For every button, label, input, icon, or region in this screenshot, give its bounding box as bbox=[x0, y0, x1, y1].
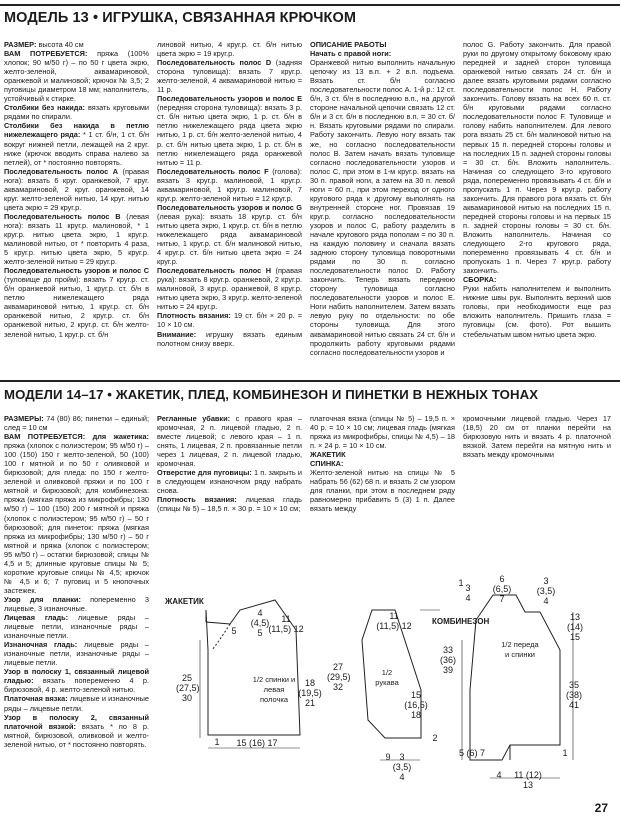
zhaket-bottom-left: 1 bbox=[214, 737, 220, 747]
sleeve-bottom: 9 bbox=[385, 752, 391, 762]
header-models-14-17 bbox=[0, 380, 620, 406]
paragraph-text: вязать попеременно 4 р. бирюзовой, 4 р. желто-зеленой нитью. bbox=[4, 676, 149, 695]
paragraph-text: пряжа (100% хлопок; 90 м/50 г) – по 50 г цвета экрю, желто-зеленой, аквамариновой, оранжевой и малиновой; крючок № 3,5; 2 пуговицы диаметром 18 мм; наполнитель, устойчивый к стирке. bbox=[4, 49, 150, 104]
komb-panel-label: 1/2 переда и спинки bbox=[501, 640, 539, 659]
komb-bottom-4: 4 bbox=[496, 770, 502, 780]
bottom-column-1 bbox=[4, 414, 149, 749]
paragraph-text: Оранжевой нитью выполнить начальную цепочку из 13 в.п. + 2 в.п. подъема. Вязать ст. б/н согласно последовательности полос А. 1-й р.: 12 ст. б/н, 3 ст. б/н в последнюю в.п., на другой стороне начальной цепочки связать 12 ст. б/н и 3 ст. б/н в последнюю в.п. = 30 ст. б/н. Вязать круговыми рядами по спирали. Работу закончить. Левую ногу вязать так же, но согласно последовательности полос В. Затем начать вязать туловище согласно последовательности узоров и полос С, при этом в 1-м круг.р. вязать на 30 п. правой ноги, а затем на 30 п. левой ноги = 60 п., при этом переход от одного кругового ряда к другому выполнять на внутренней стороне ног. Провязав 19 круг.р. согласно последовательности узоров и полос С, работу разделить в начале кругового ряда пополам = по 30 п. на каждую половину и сначала вязать заднюю сторону туловища поворотными рядами по 30 п. согласно последовательности полос D. Работу закончить. Теперь вязать переднюю сторону туловища согласно последовательности узоров и полос Е. Ноги набить наполнителем. Затем вязать левую руку по отдельности: по обе стороны туловища. Для этого аквамариновой нитью связать 24 ст. б/н и продолжить работу круговыми рядами согласно последовательности узоров и bbox=[310, 58, 455, 357]
paragraph-lead: Платочная вязка: bbox=[4, 694, 68, 704]
paragraph-lead: РАЗМЕРЫ: bbox=[4, 414, 44, 423]
paragraph bbox=[157, 58, 302, 94]
zhaket-label: ЖАКЕТИК bbox=[165, 597, 204, 606]
paragraph-text: полос G. Работу закончить. Для правой руки по другому открытому боковому краю передней и задней сторон туловища оранжевой нитью связать 24 ст. б/н и далее вязать круговыми рядами согласно последовательности полос Н. Работу закончить. Голову вязать на всех 60 п. ст. б/н круговыми рядами согласно последовательности полос F. Туловище и голову набить наполнителем. Для левого рога вязать 25 ст. б/н малиновой нитью на первых 15 п. передней стороны головы и на последних 15 п. задней стороны головы = 30 ст. б/н. Вложить наполнитель. Начиная со следующего 3-го кругового ряда, попеременно провязывать 4 ст. б/н и пропускать 1 п. Через 9 круг.р. работу закончить. Для правого рога вязать ст. б/н аквамариновой нитью на последних 15 п. передней стороны головы и на первых 15 п. задней стороны головы = 30 ст. б/н. Вложить наполнитель. Начиная со следующего 2-го кругового ряда, попеременно провязывать 4 ст. б/н и пропускать 1 п. Через 7 круг.р. работу закончить. bbox=[463, 40, 611, 276]
paragraph-text: платочная вязка (спицы № 5) – 19,5 п. × 40 р. = 10 × 10 см; лицевая гладь (мягкая пряжа из микрофибры, спицы № 4,5) – 18 п. × 24 р. = 10 × 10 см. bbox=[310, 414, 455, 451]
paragraph-text: вязать круговыми рядами по спирали. bbox=[4, 103, 149, 122]
paragraph-text: попеременно 3 лицевые, 3 изнаночные. bbox=[4, 594, 149, 613]
paragraph-lead: Изнаночная гладь: bbox=[4, 640, 78, 650]
paragraph bbox=[4, 212, 149, 266]
zhaket-bottom-width: 15 (16) 17 bbox=[236, 738, 278, 748]
kombinezon-label: КОМБИНЕЗОН bbox=[432, 617, 490, 626]
komb-right-height: 35 (38) 41 bbox=[565, 680, 582, 710]
paragraph-lead: СБОРКА: bbox=[463, 275, 497, 285]
sleeve-side: 15 (16,5) 18 bbox=[404, 690, 428, 720]
paragraph bbox=[4, 121, 149, 166]
paragraph bbox=[157, 266, 302, 311]
paragraph-lead: ВАМ ПОТРЕБУЕТСЯ: для жакетика: bbox=[4, 432, 149, 442]
bottom-column-4 bbox=[463, 414, 611, 459]
paragraph-text: (правая рука): вязать 8 круг.р. оранжевой, 2 круг.р. малиновой, 3 круг.р. оранжевой, 8 круг.р. нитью цвета экрю, 3 круг.р. желто-зеленой нитью = 24 круг.р. bbox=[157, 266, 302, 312]
paragraph-lead: Плотность вязания: bbox=[157, 495, 237, 505]
paragraph bbox=[4, 40, 149, 49]
paragraph bbox=[157, 330, 302, 348]
paragraph bbox=[157, 40, 302, 58]
sleeve-left-height: 27 (29,5) 32 bbox=[327, 662, 351, 692]
komb-one: 1 bbox=[562, 748, 568, 758]
paragraph-text: лицевая гладь (спицы № 5) – 18,5 п. × 30 р. = 10 × 10 см; bbox=[157, 495, 302, 514]
paragraph bbox=[310, 468, 455, 513]
paragraph-text: (голова): вязать 3 круг.р. малиновой, 1 круг.р. аквамариновой, 1 круг.р. малиновой, 7 круг.р. желто-зеленой нитью = 12 круг.р. bbox=[157, 166, 302, 203]
paragraph-text: линовой нитью, 4 круг.р. ст. б/н нитью цвета экрю = 19 круг.р. bbox=[157, 40, 302, 59]
bottom-column-3 bbox=[310, 414, 455, 514]
sleeve-left-2: 2 bbox=[432, 733, 438, 743]
paragraph bbox=[4, 167, 149, 212]
bottom-column-2 bbox=[157, 414, 302, 514]
paragraph-text: 74 (80) 86; пинетки – единый; след = 10 см bbox=[4, 414, 149, 433]
paragraph bbox=[4, 414, 149, 432]
komb-right-width: 13 (14) 15 bbox=[566, 612, 583, 642]
paragraph bbox=[4, 640, 149, 667]
paragraph-text: высота 40 см bbox=[36, 40, 84, 49]
top-column-4 bbox=[463, 40, 611, 339]
komb-left-1: 1 bbox=[458, 578, 464, 588]
top-column-3 bbox=[310, 40, 455, 357]
paragraph-lead: Регланные убавки: bbox=[157, 414, 231, 423]
paragraph-lead: Плотность вязания: bbox=[157, 311, 231, 321]
paragraph bbox=[310, 49, 455, 58]
paragraph-text: лицевые ряды – изнаночные петли, изнаночные ряды – лицевые петли. bbox=[4, 640, 150, 668]
paragraph bbox=[310, 414, 455, 450]
paragraph bbox=[157, 94, 302, 166]
paragraph bbox=[463, 275, 611, 284]
paragraph bbox=[4, 595, 149, 613]
paragraph-text: (задняя сторона туловища): вязать 7 круг.р. желто-зеленой, 4 аквамариновой нитью = 11 р. bbox=[157, 58, 302, 95]
paragraph-lead: Последовательность узоров и полос G bbox=[157, 202, 302, 212]
header-model-13 bbox=[0, 4, 620, 30]
paragraph bbox=[4, 266, 149, 338]
sleeve-label: 1/2 рукава bbox=[375, 668, 399, 687]
paragraph-text: кромочными лицевой гладью. Через 17 (18,5) 20 см от планки перейти на бирюзовую нить и вязать 4 р. платочной вязкой. Затем перейти на мятную нить и вязать между кромочными bbox=[463, 414, 611, 460]
paragraph bbox=[310, 450, 455, 459]
paragraph-text: (правая нога): вязать 6 круг. оранжевой, 7 круг. аквамариновой, 2 круг. оранжевой, 14 круг. желто-зеленой нитью, 14 круг. нитью цвета экрю = 29 круг.р. bbox=[4, 166, 149, 212]
paragraph-lead: Столбики без накида в петлю нижележащего ряда: bbox=[4, 121, 149, 140]
paragraph-text: лицевые и изнаночные ряды – лицевые петли. bbox=[4, 694, 150, 713]
paragraph bbox=[157, 468, 302, 495]
paragraph-text: вязать * по 8 р. мятной, бирюзовой, оливковой и желто-зеленой нитью, от * постоянно повторять. bbox=[4, 721, 150, 749]
paragraph bbox=[157, 311, 302, 329]
zhaket-panel-label: 1/2 спинки и левая полочка bbox=[252, 675, 296, 704]
paragraph-text: Желто-зеленой нитью на спицы № 5 набрать 56 (62) 68 п. и вязать 2 см узором для планки, при этом в последнем ряду равномерно прибавить 5 (3) 1 п. Далее вязать между bbox=[310, 468, 455, 514]
komb-left-height: 33 (36) 39 bbox=[439, 645, 456, 675]
paragraph-text: пряжа (хлопок с полиэстером; 95 м/50 г) – 100 (150) 150 г желто-зеленой, 50 (100) 100 г мятной и по 50 г оливковой и бирюзовой; для пледа: по 150 г желто-зеленой и оливковой пряжи и по 100 г мятной и бирюзовой; для комбинезона: пряжа (мягкая пряжа из микрофибры; 130 м/50 г) – 100 (150) 200 г мятной и пряжа (хлопок с полиэстером; 95 м/50 г) – 50 г бирюзовой; для пинеток: пряжа (мягкая пряжа из микрофибры; 130 м/50 г) – 50 г мятной и пряжа (хлопок с полиэстером; 95 м/50 г) – остатки бирюзовой; спицы № 4,5 и 5; длинные круговые спицы № 5; короткие круговые спицы № 4,5; крючок № 4,5 и 6; 7 пуговиц и 5 кнопочных застежек. bbox=[4, 441, 149, 595]
komb-bottom-left: 5 (6) 7 bbox=[458, 748, 485, 758]
paragraph bbox=[4, 694, 149, 712]
paragraph-lead: Начать с правой ноги: bbox=[310, 49, 392, 59]
paragraph-lead: РАЗМЕР: bbox=[4, 40, 37, 49]
page-number: 27 bbox=[594, 801, 608, 815]
paragraph-lead: Столбики без накида: bbox=[4, 103, 85, 113]
paragraph-lead: Последовательность полос F bbox=[157, 166, 269, 176]
komb-top: 6 (6,5) 7 bbox=[492, 574, 512, 604]
paragraph bbox=[4, 432, 149, 595]
paragraph-text: лицевые ряды – лицевые петли, изнаночные ряды – изнаночные петли. bbox=[4, 613, 150, 641]
paragraph-lead: Последовательность узоров и полос С bbox=[4, 266, 149, 276]
paragraph bbox=[157, 414, 302, 468]
paragraph-lead: Узор для планки: bbox=[4, 594, 81, 604]
paragraph bbox=[157, 167, 302, 203]
paragraph bbox=[4, 713, 149, 749]
paragraph bbox=[4, 613, 149, 640]
paragraph bbox=[4, 49, 149, 103]
paragraph-lead: Последовательность полос А bbox=[4, 166, 119, 176]
paragraph-text: (левая рука): вязать 18 круг.р. ст. б/н нитью цвета экрю, 1 круг.р. ст. б/н в петлю нижележащего ряда аквамариновой нитью, 1 круг.р. ст. б/н малиновой нитью, 4 круг.р. ст. б/н нитью цвета экрю = 24 круг.р. bbox=[157, 211, 302, 267]
paragraph bbox=[4, 667, 149, 694]
top-column-2 bbox=[157, 40, 302, 348]
paragraph-lead: Отверстие для пуговицы: bbox=[157, 468, 252, 478]
top-column-1 bbox=[4, 40, 149, 339]
paragraph-lead: ОПИСАНИЕ РАБОТЫ bbox=[310, 40, 387, 49]
sleeve-top: 11 (11,5) 12 bbox=[376, 611, 412, 631]
paragraph-text: (туловище до пройм): вязать 7 круг.р. ст. б/н оранжевой нитью, 1 круг.р. ст. б/н в петлю нижележащего ряда аквамариновой нитью, 1 круг.р. ст. б/н оранжевой нитью, 2 круг.р. ст. б/н оранжевой нитью, 2 круг.р. ст. б/н желто-зеленой нитью, 1 круг.р. ст. б/н bbox=[4, 275, 149, 339]
paragraph-text: (передняя сторона туловища): вязать 3 р. ст. б/н нитью цвета экрю, 1 р. ст. б/н в петлю нижележащего ряда цвета экрю нитью, 1 р. ст. б/н желто-зеленой нитью, 4 р. ст. б/н нитью цвета экрю, 1 р. ст. б/н в петлю нижележащего ряда оранжевой нитью = 11 р. bbox=[157, 103, 302, 167]
paragraph-text: * 1 ст. б/н, 1 ст. б/н вокруг нижней петли, лежащей на 2 круг. ниже (крючок вводить справа налево за петлей), от * постоянно повторять. bbox=[4, 130, 150, 167]
zhaket-top-mid: 11 (11,5) 12 bbox=[268, 614, 304, 634]
paragraph bbox=[463, 40, 611, 275]
paragraph-lead: Последовательность узоров и полос E bbox=[157, 94, 302, 104]
paragraph-lead: Узор в полоску 2, связанный платочной вязкой: bbox=[4, 712, 149, 731]
paragraph-lead: ВАМ ПОТРЕБУЕТСЯ: bbox=[4, 49, 88, 59]
paragraph-lead: СПИНКА: bbox=[310, 459, 344, 469]
paragraph-lead: Последовательность полос Н bbox=[157, 266, 272, 276]
paragraph bbox=[157, 495, 302, 513]
model-13-title: МОДЕЛЬ 13 • ИГРУШКА, СВЯЗАННАЯ КРЮЧКОМ bbox=[4, 10, 357, 26]
paragraph-lead: ЖАКЕТИК bbox=[310, 450, 346, 460]
zhaket-left-height: 25 (27,5) 30 bbox=[176, 673, 200, 703]
paragraph-text: Руки набить наполнителем и выполнить нижние швы рук. Выполнить верхний шов головы, при необходимости еще раз вложить наполнитель. Пришить глаза = пуговицы (см. фото). Рот вышить стебельчатым швом нитью цвета экрю. bbox=[463, 284, 611, 339]
komb-left-2: 3 4 bbox=[465, 583, 471, 603]
paragraph-text: игрушку вязать единым полотном снизу вверх. bbox=[157, 329, 302, 348]
paragraph-lead: Узор в полоску 1, связанный лицевой гладью: bbox=[4, 667, 149, 686]
zhaket-neck: 5 bbox=[231, 626, 237, 636]
paragraph-lead: Внимание: bbox=[157, 329, 197, 339]
zhaket-mid-height: 18 (19,5) 21 bbox=[298, 678, 322, 708]
paragraph bbox=[310, 58, 455, 357]
paragraph bbox=[463, 414, 611, 459]
paragraph bbox=[310, 459, 455, 468]
zhaket-top-a: 4 (4,5) 5 bbox=[250, 608, 270, 638]
komb-top-right: 3 (3,5) 4 bbox=[536, 576, 556, 606]
paragraph-text: 19 ст. б/н × 20 р. = 10 × 10 см. bbox=[157, 311, 303, 330]
paragraph bbox=[463, 284, 611, 338]
paragraph-lead: Лицевая гладь: bbox=[4, 613, 69, 623]
paragraph bbox=[157, 203, 302, 266]
sleeve-bottom-2: 3 (3,5) 4 bbox=[392, 752, 412, 782]
paragraph-text: (левая нога): вязать 11 круг.р. малиновой, * 1 круг.р. нитью цвета экрю, 1 круг.р. малиновой нитью, от * повторить 4 раза, 5 круг.р. нитью цвета экрю, 5 круг.р. желто-зеленой нитью = 29 круг.р. bbox=[4, 211, 149, 267]
komb-bottom-width: 11 (12) 13 bbox=[514, 770, 542, 790]
paragraph-text: 1 п. закрыть и в следующем изнаночном ряду набрать снова. bbox=[157, 468, 302, 496]
paragraph-lead: Последовательность полос В bbox=[4, 211, 121, 221]
paragraph-lead: Последовательность полос D bbox=[157, 58, 272, 68]
paragraph bbox=[4, 103, 149, 121]
paragraph-text: с правого края – кромочная, 2 п. лицевой гладью, 2 п. вместе лицевой; с левого края – 1 п. снять, 1 лицевая, 2 п. провязанные петли через 1 лицевая, 2 п. лицевой гладью, кромочная. bbox=[157, 414, 303, 469]
models-14-17-title: МОДЕЛИ 14–17 • ЖАКЕТИК, ПЛЕД, КОМБИНЕЗОН И ПИНЕТКИ В НЕЖНЫХ ТОНАХ bbox=[4, 386, 539, 402]
paragraph bbox=[310, 40, 455, 49]
